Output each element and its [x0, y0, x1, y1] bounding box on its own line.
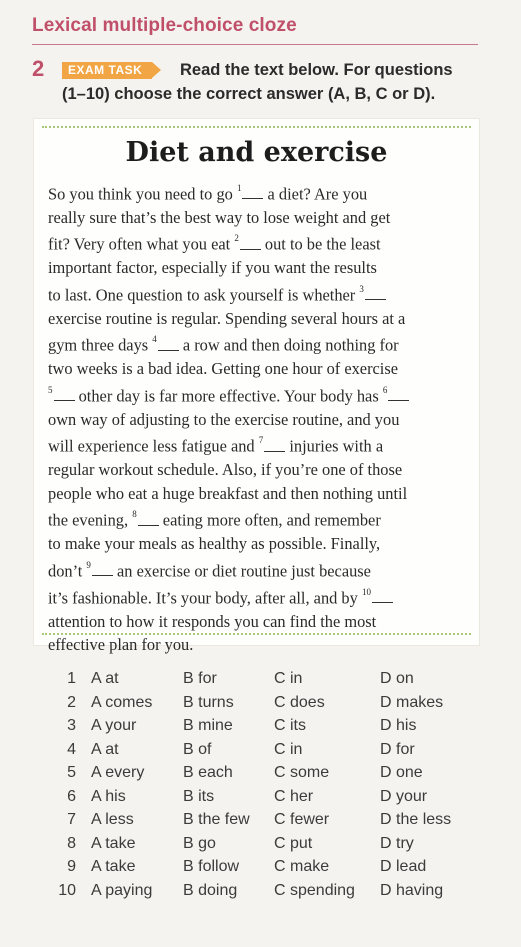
gap-number: 8	[132, 509, 137, 520]
text-segment: So you think you need to go	[48, 184, 237, 204]
option-b[interactable]: B mine	[183, 717, 233, 734]
question-number: 2	[67, 693, 76, 711]
text-segment: out to be the least	[260, 234, 381, 254]
gap-blank	[264, 450, 285, 452]
text-segment: to make your meals as healthy as possible. Finally,	[48, 534, 381, 554]
gap-2[interactable]	[234, 229, 261, 256]
text-segment: effective plan for you.	[48, 635, 194, 655]
gap-blank	[372, 601, 393, 603]
option-a[interactable]: A at	[91, 740, 119, 758]
text-line	[48, 280, 470, 307]
text-line	[48, 505, 470, 532]
option-c[interactable]: C put	[274, 834, 313, 852]
gap-number: 10	[361, 586, 371, 597]
option-d[interactable]: D try	[380, 834, 414, 852]
option-c[interactable]: C fewer	[274, 811, 330, 828]
text-segment: don’t	[48, 561, 87, 581]
option-b[interactable]: B doing	[183, 881, 238, 899]
gap-number: 2	[234, 233, 239, 244]
gap-blank	[92, 574, 113, 576]
text-segment: a row and then doing nothing for	[178, 335, 399, 355]
text-segment: it’s fashionable. It’s your body, after all, and by	[48, 588, 362, 608]
text-line	[48, 583, 470, 610]
gap-6[interactable]	[383, 381, 410, 408]
option-a[interactable]: A take	[91, 834, 136, 852]
text-line	[48, 381, 470, 408]
task-number: 2	[32, 56, 45, 81]
text-line	[48, 431, 470, 458]
gap-9[interactable]	[86, 556, 113, 583]
question-number: 8	[67, 834, 76, 852]
option-d[interactable]: D makes	[380, 693, 444, 711]
gap-number: 4	[152, 334, 157, 345]
gap-blank	[242, 197, 263, 199]
question-number: 4	[67, 740, 76, 758]
text-line	[48, 357, 470, 381]
option-a[interactable]: A at	[91, 670, 119, 687]
gap-number: 6	[382, 384, 388, 395]
text-line	[48, 330, 470, 357]
option-d[interactable]: D one	[380, 764, 423, 781]
text-segment: regular workout schedule. Also, if you’re one of those	[48, 460, 403, 480]
answer-row	[56, 855, 476, 879]
option-b[interactable]: B go	[183, 834, 216, 852]
dotted-border-top	[42, 126, 471, 128]
text-segment: injuries with a	[285, 436, 384, 456]
text-segment: other day is far more effective. Your body has	[74, 386, 383, 406]
instructions-line-2: (1–10) choose the correct answer (A, B, C or D).	[62, 85, 436, 103]
option-c[interactable]: C in	[274, 670, 303, 687]
exam-task-tag: EXAM TASK	[62, 62, 152, 79]
option-a[interactable]: A every	[91, 764, 145, 781]
answer-row	[56, 808, 476, 832]
option-d[interactable]: D for	[380, 740, 415, 758]
option-a[interactable]: A your	[91, 717, 137, 734]
option-a[interactable]: A less	[91, 811, 134, 828]
text-segment: important factor, especially if you want the results	[48, 258, 377, 278]
gap-number: 7	[258, 435, 264, 446]
text-line	[48, 482, 470, 506]
option-b[interactable]: B the few	[183, 811, 250, 828]
gap-10[interactable]	[362, 583, 393, 610]
option-c[interactable]: C some	[274, 764, 330, 781]
task-instructions	[62, 58, 472, 106]
text-line	[48, 556, 470, 583]
text-line	[48, 206, 470, 230]
text-segment: a diet? Are you	[263, 184, 368, 204]
gap-number: 9	[86, 559, 91, 570]
gap-blank	[54, 399, 75, 401]
text-segment: own way of adjusting to the exercise routine, and you	[48, 409, 400, 429]
gap-blank	[388, 399, 409, 401]
option-d[interactable]: D your	[380, 787, 428, 805]
option-d[interactable]: D the less	[380, 811, 452, 828]
reading-text-box	[33, 118, 480, 655]
dotted-border-bottom	[42, 633, 471, 635]
option-c[interactable]: C does	[274, 693, 325, 711]
gap-5[interactable]	[48, 381, 75, 408]
answer-row	[56, 785, 476, 809]
text-line	[48, 179, 470, 206]
answer-row	[56, 832, 476, 856]
option-c[interactable]: C its	[274, 717, 306, 734]
gap-1[interactable]	[237, 179, 264, 206]
gap-number: 1	[236, 183, 242, 193]
question-number: 1	[67, 670, 76, 687]
text-line	[48, 610, 470, 634]
instructions-line-1: Read the text below. For questions	[180, 61, 453, 79]
text-segment: people who eat a huge breakfast and then nothing until	[48, 483, 408, 503]
option-a[interactable]: A paying	[91, 881, 153, 899]
question-number: 3	[67, 717, 76, 734]
text-line	[48, 458, 470, 482]
text-segment: exercise routine is regular. Spending several hours at a	[48, 308, 406, 328]
text-title: Diet and exercise	[125, 137, 388, 168]
text-line	[48, 408, 470, 432]
option-b[interactable]: B its	[183, 787, 215, 805]
text-segment: an exercise or diet routine just because	[112, 561, 371, 581]
option-d[interactable]: D on	[380, 670, 414, 687]
question-number: 7	[67, 811, 76, 828]
option-b[interactable]: B for	[183, 670, 217, 687]
gap-number: 3	[359, 283, 364, 294]
answer-row	[56, 738, 476, 762]
text-line	[48, 229, 470, 256]
option-d[interactable]: D his	[380, 717, 417, 734]
gap-blank	[240, 248, 261, 250]
option-b[interactable]: B turns	[183, 693, 234, 711]
answer-row	[56, 714, 476, 738]
text-line	[48, 307, 470, 331]
answer-options-list	[56, 667, 476, 902]
question-number: 5	[67, 764, 76, 781]
answer-row	[56, 761, 476, 785]
gap-4[interactable]	[152, 330, 179, 357]
text-segment: fit? Very often what you eat	[48, 234, 235, 254]
title-divider	[32, 44, 478, 45]
text-line	[48, 532, 470, 556]
text-segment: gym three days	[48, 335, 153, 355]
gap-blank	[138, 524, 159, 526]
section-title: Lexical multiple-choice cloze	[32, 15, 297, 36]
answer-row	[56, 691, 476, 715]
option-c[interactable]: C spending	[274, 881, 355, 899]
text-segment: the evening,	[48, 510, 133, 530]
gap-3[interactable]	[359, 280, 386, 307]
text-segment: eating more often, and remember	[158, 510, 381, 530]
gap-blank	[365, 298, 386, 300]
gap-number: 5	[48, 384, 53, 395]
gap-7[interactable]	[259, 431, 286, 458]
option-b[interactable]: B each	[183, 764, 233, 781]
option-c[interactable]: C her	[274, 787, 314, 805]
question-number: 9	[67, 858, 76, 875]
text-segment: two weeks is a bad idea. Getting one hour of exercise	[48, 359, 399, 379]
answer-row	[56, 879, 476, 903]
answer-row	[56, 667, 476, 691]
text-segment: will experience less fatigue and	[48, 436, 259, 456]
option-c[interactable]: C in	[274, 740, 303, 758]
option-a[interactable]: A comes	[91, 693, 153, 711]
reading-text-body	[48, 179, 470, 657]
text-segment: attention to how it responds you can find the most	[48, 611, 377, 631]
option-a[interactable]: A take	[91, 858, 136, 875]
option-a[interactable]: A his	[91, 787, 126, 805]
question-number: 6	[67, 787, 76, 805]
option-c[interactable]: C make	[274, 858, 330, 875]
option-d[interactable]: D lead	[380, 858, 427, 875]
text-line	[48, 633, 470, 657]
text-segment: to last. One question to ask yourself is whether	[48, 285, 360, 305]
option-d[interactable]: D having	[380, 881, 444, 899]
text-line	[48, 256, 470, 280]
gap-8[interactable]	[132, 505, 159, 532]
gap-blank	[158, 349, 179, 351]
option-b[interactable]: B of	[183, 740, 212, 758]
option-b[interactable]: B follow	[183, 858, 240, 875]
question-number: 10	[58, 881, 76, 899]
text-segment: really sure that’s the best way to lose weight and get	[48, 207, 391, 227]
